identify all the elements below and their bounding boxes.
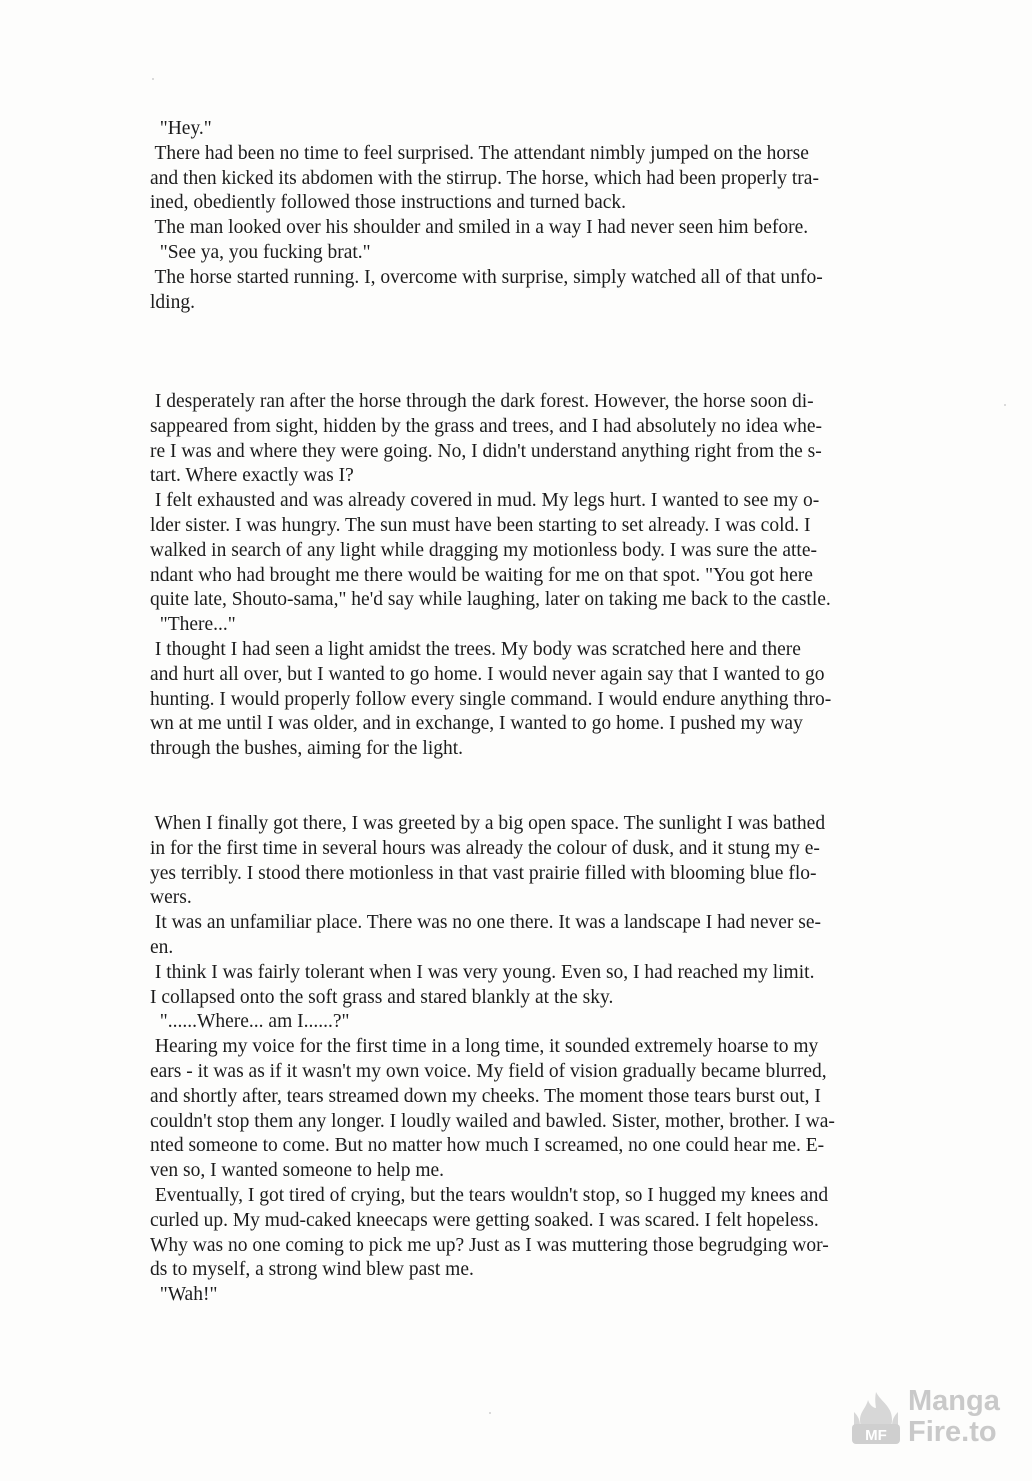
text-line: ears - it was as if it wasn't my own voice. My field of vision gradually became blurred, <box>150 1060 827 1082</box>
text-line: "......Where... am I......?" <box>150 1011 350 1033</box>
logo-letters: MF <box>865 1427 887 1444</box>
text-line: and shortly after, tears streamed down my cheeks. The moment those tears burst out, I <box>150 1085 821 1107</box>
watermark-text <box>908 1386 1000 1448</box>
text-line: ds to myself, a strong wind blew past me. <box>150 1259 474 1281</box>
text-line: walked in search of any light while dragging my motionless body. I was sure the atte- <box>150 539 817 561</box>
paper-speck <box>489 1412 491 1414</box>
watermark-line-1: Manga <box>908 1385 1000 1417</box>
text-line: hunting. I would properly follow every single command. I would endure anything thro- <box>150 688 832 710</box>
text-line: tart. Where exactly was I? <box>150 465 354 487</box>
text-line: through the bushes, aiming for the light. <box>150 738 464 760</box>
text-line: yes terribly. I stood there motionless in that vast prairie filled with blooming blue flo- <box>150 862 817 884</box>
text-line: wn at me until I was older, and in exchange, I wanted to go home. I pushed my way <box>150 713 803 735</box>
paper-speck <box>1004 404 1006 406</box>
text-line: "There..." <box>150 614 236 636</box>
flame-logo-icon <box>848 1390 904 1446</box>
text-block-1 <box>150 117 932 315</box>
mangafire-watermark <box>848 1386 1018 1452</box>
text-line: The man looked over his shoulder and smiled in a way I had never seen him before. <box>150 217 809 239</box>
text-line: Hearing my voice for the first time in a long time, it sounded extremely hoarse to my <box>150 1036 819 1058</box>
text-line: lder sister. I was hungry. The sun must have been starting to set already. I was cold. I <box>150 514 811 536</box>
text-line: nted someone to come. But no matter how much I screamed, no one could hear me. E- <box>150 1135 825 1157</box>
text-line: curled up. My mud-caked kneecaps were getting soaked. I was scared. I felt hopeless. <box>150 1209 819 1231</box>
text-line: wers. <box>150 887 192 909</box>
text-line: When I finally got there, I was greeted by a big open space. The sunlight I was bathed <box>150 813 826 834</box>
text-line: It was an unfamiliar place. There was no one there. It was a landscape I had never se- <box>150 912 822 934</box>
text-line: ined, obediently followed those instructions and turned back. <box>150 192 627 214</box>
text-line: I collapsed onto the soft grass and stared blankly at the sky. <box>150 986 614 1008</box>
text-line: Why was no one coming to pick me up? Just as I was muttering those begrudging wor- <box>150 1234 829 1256</box>
text-line: ven so, I wanted someone to help me. <box>150 1160 445 1182</box>
text-line: couldn't stop them any longer. I loudly wailed and bawled. Sister, mother, brother. I wa- <box>150 1110 835 1132</box>
text-line: and then kicked its abdomen with the stirrup. The horse, which had been properly tra- <box>150 167 819 189</box>
text-line: "Hey." <box>150 118 212 139</box>
text-line: re I was and where they were going. No, I didn't understand anything right from the s- <box>150 440 822 462</box>
text-line: and hurt all over, but I wanted to go home. I would never again say that I wanted to go <box>150 663 825 685</box>
text-line: ndant who had brought me there would be waiting for me on that spot. "You got here <box>150 564 813 586</box>
text-line: "Wah!" <box>150 1284 218 1306</box>
text-line: The horse started running. I, overcome with surprise, simply watched all of that unfo- <box>150 266 823 288</box>
text-block-2 <box>150 390 932 762</box>
text-line: en. <box>150 936 174 958</box>
text-line: quite late, Shouto-sama," he'd say while laughing, later on taking me back to the castle. <box>150 589 831 611</box>
text-line: I think I was fairly tolerant when I was very young. Even so, I had reached my limit. <box>150 961 815 983</box>
watermark-line-2: Fire.to <box>908 1416 997 1448</box>
paper-speck <box>152 78 154 80</box>
text-line: Eventually, I got tired of crying, but the tears wouldn't stop, so I hugged my knees and <box>150 1184 829 1206</box>
text-line: I felt exhausted and was already covered in mud. My legs hurt. I wanted to see my o- <box>150 490 820 512</box>
text-line: "See ya, you fucking brat." <box>150 241 371 263</box>
text-line: I thought I had seen a light amidst the trees. My body was scratched here and there <box>150 638 801 660</box>
text-line: There had been no time to feel surprised. The attendant nimbly jumped on the horse <box>150 142 809 164</box>
text-line: in for the first time in several hours was already the colour of dusk, and it stung my e- <box>150 837 820 859</box>
text-line: sappeared from sight, hidden by the grass and trees, and I had absolutely no idea whe- <box>150 415 823 437</box>
text-line: I desperately ran after the horse through the dark forest. However, the horse soon di- <box>150 391 814 412</box>
text-block-3 <box>150 812 932 1308</box>
text-line: lding. <box>150 291 195 313</box>
